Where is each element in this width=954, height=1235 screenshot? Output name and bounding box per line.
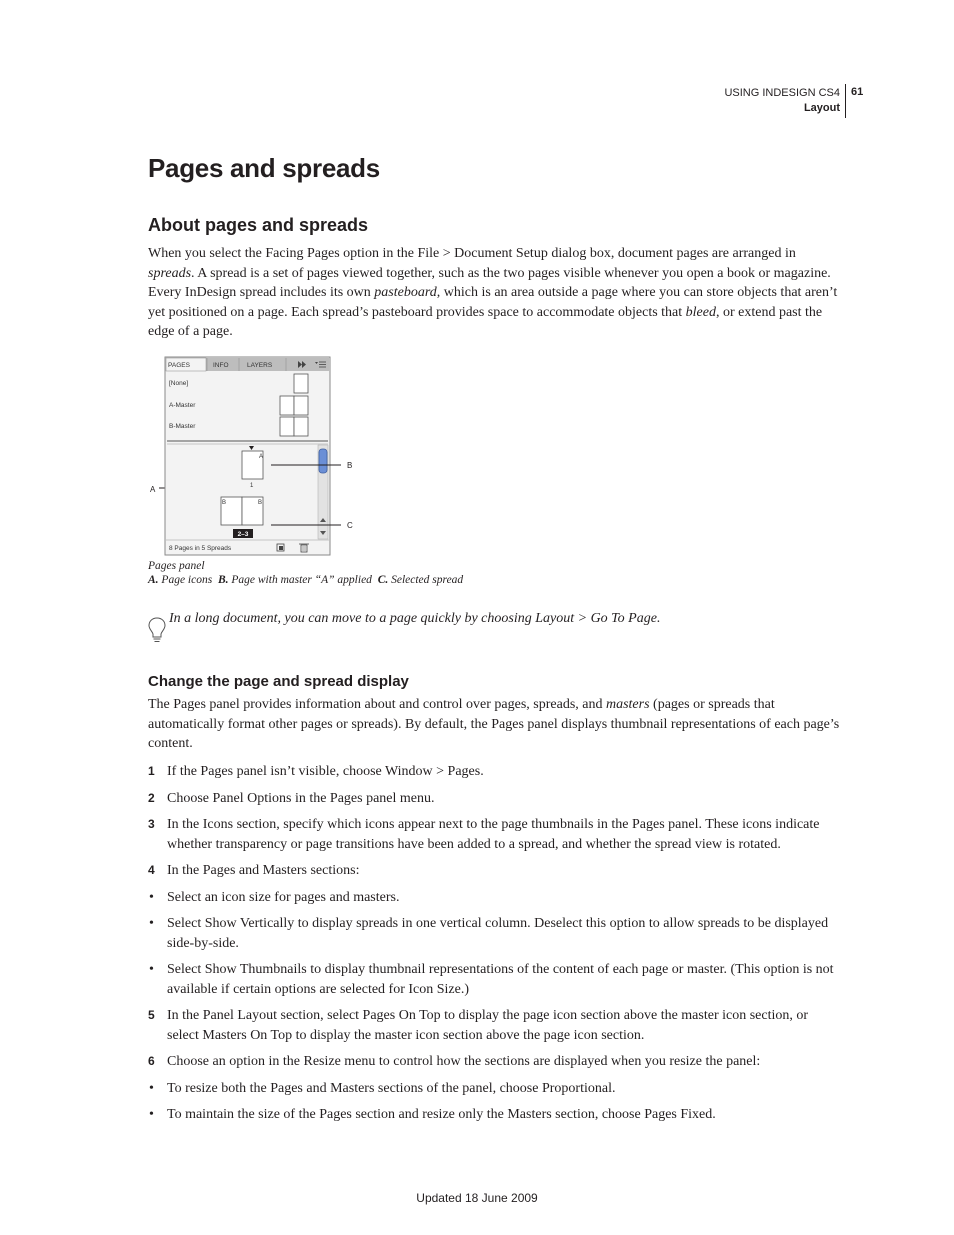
step-number: 6	[148, 1054, 155, 1068]
legend-text-a: Page icons	[161, 574, 213, 586]
spread-right-master-letter: B	[258, 500, 263, 506]
master-a[interactable]: A-Master	[169, 402, 196, 409]
panel-tab-layers[interactable]: LAYERS	[247, 362, 273, 369]
legend-text-c: Selected spread	[391, 574, 464, 586]
body-text: (pages or spreads that automatically format other pages or spreads). By default, the Pages panel displays thumbnail representations of each page’s content.	[148, 697, 840, 752]
section-heading: About pages and spreads	[148, 215, 369, 235]
bullet: •	[149, 1081, 154, 1096]
figure-caption-title: Pages panel	[148, 560, 205, 572]
step-number: 5	[148, 1008, 155, 1022]
list-item	[148, 1079, 843, 1099]
bullet: •	[149, 890, 154, 905]
list-item	[148, 815, 843, 854]
body-text: , or extend past the edge of a page.	[148, 304, 823, 340]
step-text: If the Pages panel isn’t visible, choose Window > Pages.	[167, 764, 484, 779]
emphasis-text: spreads	[148, 265, 192, 281]
bullet-text: To resize both the Pages and Masters sections of the panel, choose Proportional.	[167, 1081, 616, 1096]
list-item	[148, 762, 843, 782]
list-item	[148, 960, 843, 999]
callout-b: B	[347, 461, 353, 470]
step-text: In the Icons section, specify which icons appear next to the page thumbnails in the Pages panel. These icons indicate whether transparency or page transitions have been added to a spread, and whether the spread view is rotated.	[167, 817, 820, 852]
legend-letter-b: B.	[217, 574, 229, 586]
list-item	[148, 1006, 843, 1045]
list-item	[148, 1052, 843, 1072]
bullet: •	[149, 916, 154, 931]
list-item	[148, 789, 843, 809]
list-item	[148, 914, 843, 953]
bullet: •	[149, 962, 154, 977]
figure-caption-legend	[148, 574, 463, 586]
bullet-text: Select Show Vertically to display spreads in one vertical column. Deselect this option to allow spreads to be displayed side-by-side.	[167, 916, 829, 951]
master-a-icon[interactable]	[280, 396, 294, 415]
legend-letter-a: A.	[148, 574, 159, 586]
master-b-icon[interactable]	[280, 417, 294, 436]
page-number: 61	[851, 86, 864, 98]
panel-tab-info[interactable]: INFO	[213, 362, 229, 369]
page-1-number: 1	[250, 483, 254, 489]
scrollbar-thumb[interactable]	[319, 449, 327, 473]
tip-text: In a long document, you can move to a page quickly by choosing Layout > Go To Page.	[169, 611, 661, 626]
running-header-title: USING INDESIGN CS4	[724, 87, 840, 99]
emphasis-text: masters	[605, 697, 650, 712]
panel-tab-pages[interactable]: PAGES	[168, 362, 190, 369]
pages-panel-figure	[148, 352, 358, 560]
step-number: 4	[148, 863, 155, 877]
list-item	[148, 888, 843, 908]
subsection-paragraph	[148, 695, 843, 754]
callout-c: C	[347, 521, 353, 530]
step-number: 1	[148, 764, 155, 778]
intro-paragraph	[148, 244, 843, 342]
spread-number: 2–3	[237, 531, 249, 538]
running-header	[700, 86, 840, 116]
step-number: 3	[148, 817, 155, 831]
page-footer: Updated 18 June 2009	[416, 1191, 538, 1205]
bullet-text: To maintain the size of the Pages section and resize only the Masters section, choose Pages Fixed.	[167, 1107, 716, 1122]
page-1-master-letter: A	[259, 454, 264, 460]
body-text: , which is an area outside a page where you can store objects that aren’t yet positioned on a page. Each spread’s pasteboard provides space to accommodate objects that	[148, 285, 838, 320]
step-number: 2	[148, 791, 155, 805]
bullet-text: Select an icon size for pages and masters.	[167, 890, 400, 905]
bullet: •	[149, 1107, 154, 1122]
emphasis-text: bleed	[685, 304, 716, 320]
panel-status: 8 Pages in 5 Spreads	[169, 545, 232, 552]
spread-left-master-letter: B	[222, 500, 227, 506]
running-header-section: Layout	[803, 102, 840, 114]
body-text: The Pages panel provides information about and control over pages, spreads, and	[148, 697, 606, 712]
lightbulb-icon	[147, 616, 167, 644]
step-text: Choose an option in the Resize menu to control how the sections are displayed when you resize the panel:	[167, 1054, 761, 1069]
step-text: In the Pages and Masters sections:	[167, 863, 360, 878]
body-text: When you select the Facing Pages option in the File > Document Setup dialog box, document pages are arranged in	[148, 246, 796, 261]
legend-text-b: Page with master “A” applied	[231, 574, 372, 586]
master-b[interactable]: B-Master	[169, 423, 196, 430]
emphasis-text: pasteboard	[374, 285, 437, 301]
master-none-icon[interactable]	[294, 374, 308, 393]
list-item	[148, 1105, 843, 1125]
legend-letter-c: C.	[377, 574, 389, 586]
subsection-heading: Change the page and spread display	[148, 673, 409, 690]
step-text: Choose Panel Options in the Pages panel menu.	[167, 791, 435, 806]
callout-a: A	[150, 485, 156, 494]
step-text: In the Panel Layout section, select Pages On Top to display the page icon section above the master icon section, or select Masters On Top to display the master icon section above the page icon section.	[167, 1008, 809, 1043]
bullet-text: Select Show Thumbnails to display thumbnail representations of the content of each page or master. (This option is not available if certain options are selected for Icon Size.)	[167, 962, 834, 997]
list-item	[148, 861, 843, 881]
page-title: Pages and spreads	[148, 153, 380, 183]
header-divider	[845, 84, 846, 118]
body-text: . A spread is a set of pages viewed together, such as the two pages visible whenever you open a book or magazine. Every InDesign spread includes its own	[148, 265, 831, 301]
master-none[interactable]: [None]	[169, 380, 189, 387]
